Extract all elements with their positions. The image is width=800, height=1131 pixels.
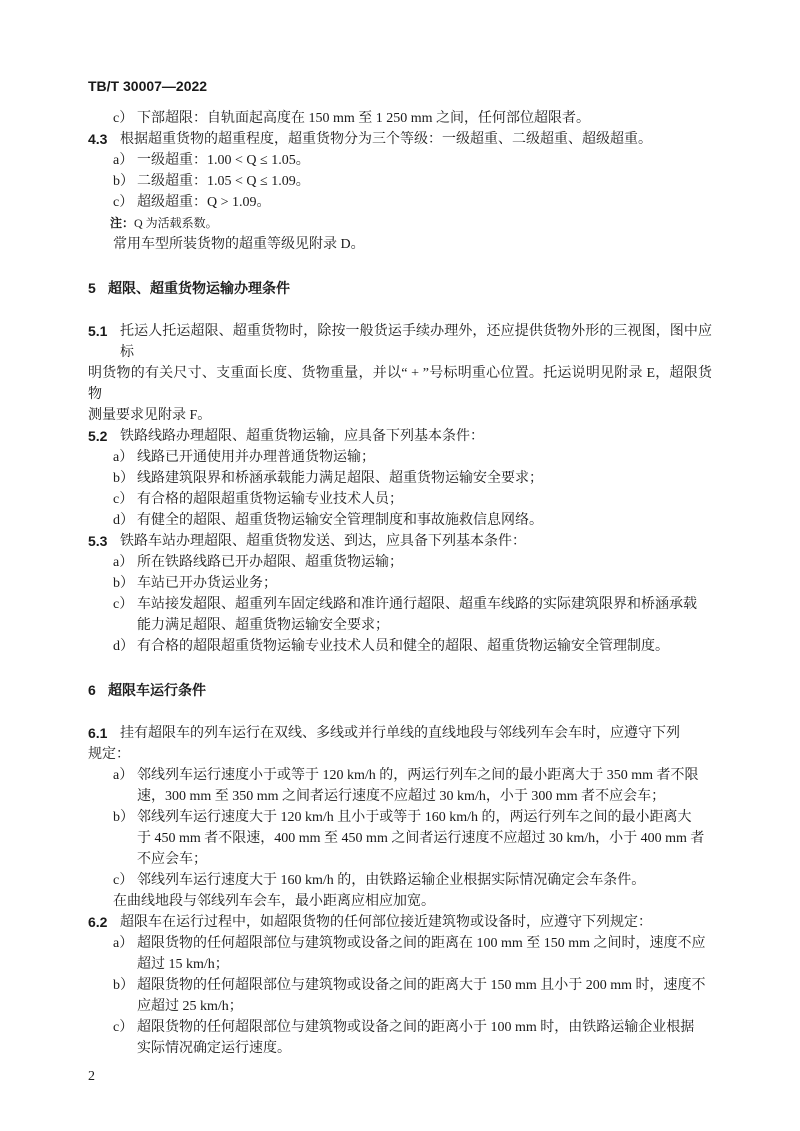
item-text: 邻线列车运行速度小于或等于 120 km/h 的，两运行列车之间的最小距离大于 350 mm 者不限 bbox=[137, 768, 699, 783]
item-text: 能力满足超限、超重货物运输安全要求； bbox=[137, 618, 389, 633]
clause-text: 超限车在运行过程中，如超限货物的任何部位接近建筑物或设备时，应遵守下列规定： bbox=[120, 915, 652, 930]
item-label: a） bbox=[113, 450, 134, 465]
item-label: c） bbox=[113, 873, 134, 888]
item-text: 一级超重：1.00 < Q ≤ 1.05。 bbox=[137, 153, 310, 168]
section-number: 5 bbox=[88, 280, 96, 296]
clause-text: 规定： bbox=[88, 747, 130, 762]
clause-number: 4.3 bbox=[88, 131, 108, 147]
item-text: 车站已开办货运业务； bbox=[137, 576, 277, 591]
clause-text: 测量要求见附录 F。 bbox=[88, 408, 212, 423]
item-text: 超限货物的任何超限部位与建筑物或设备之间的距离小于 100 mm 时，由铁路运输企业根据 bbox=[137, 1020, 695, 1035]
list-item bbox=[88, 636, 712, 657]
section-title: 超限、超重货物运输办理条件 bbox=[108, 280, 290, 296]
clause-text: 明货物的有关尺寸、支重面长度、货物重量，并以“ + ”号标明重心位置。托运说明见附录 E，超限货物 bbox=[88, 366, 712, 402]
clause-number: 6.2 bbox=[88, 914, 108, 930]
item-text: 邻线列车运行速度大于 120 km/h 且小于或等于 160 km/h 的，两运行列车之间的最小距离大 bbox=[137, 810, 692, 825]
item-label: a） bbox=[113, 936, 134, 951]
section-title: 超限车运行条件 bbox=[108, 682, 206, 698]
clause-text: 挂有超限车的列车运行在双线、多线或并行单线的直线地段与邻线列车会车时，应遵守下列 bbox=[120, 726, 680, 741]
item-text: 超过 15 km/h； bbox=[137, 957, 229, 972]
item-label: a） bbox=[113, 555, 134, 570]
item-text: 超限货物的任何超限部位与建筑物或设备之间的距离大于 150 mm 且小于 200 mm 时，速度不 bbox=[137, 978, 706, 993]
item-text: 有合格的超限超重货物运输专业技术人员和健全的超限、超重货物运输安全管理制度。 bbox=[137, 639, 669, 654]
item-label: c） bbox=[113, 111, 134, 126]
clause-text: 托运人托运超限、超重货物时，除按一般货运手续办理外，还应提供货物外形的三视图，图中应标 bbox=[120, 324, 712, 360]
list-item bbox=[88, 933, 712, 975]
list-item bbox=[88, 447, 712, 468]
item-text: 邻线列车运行速度大于 160 km/h 的，由铁路运输企业根据实际情况确定会车条件。 bbox=[137, 873, 646, 888]
list-item bbox=[88, 1017, 712, 1059]
list-item bbox=[88, 975, 712, 1017]
list-item bbox=[88, 108, 712, 129]
item-label: b） bbox=[113, 810, 134, 825]
note-text: Q 为活载系数。 bbox=[134, 216, 218, 230]
item-text: 应超过 25 km/h； bbox=[137, 999, 243, 1014]
list-item bbox=[88, 870, 712, 891]
paragraph: 常用车型所装货物的超重等级见附录 D。 bbox=[113, 237, 365, 252]
clause-number: 5.2 bbox=[88, 428, 108, 444]
item-label: b） bbox=[113, 471, 134, 486]
item-text: 实际情况确定运行速度。 bbox=[137, 1041, 291, 1056]
list-item bbox=[88, 171, 712, 192]
clause-5-3 bbox=[88, 531, 712, 552]
section-heading bbox=[88, 680, 712, 701]
list-item bbox=[88, 573, 712, 594]
clause-number: 5.1 bbox=[88, 323, 108, 339]
item-text: 所在铁路线路已开办超限、超重货物运输； bbox=[137, 555, 403, 570]
item-text: 有合格的超限超重货物运输专业技术人员； bbox=[137, 492, 403, 507]
item-text: 下部超限：自轨面起高度在 150 mm 至 1 250 mm 之间，任何部位超限者。 bbox=[137, 111, 591, 126]
list-item bbox=[88, 489, 712, 510]
list-item bbox=[88, 807, 712, 870]
list-item bbox=[88, 765, 712, 807]
section-heading bbox=[88, 278, 712, 299]
item-text: 线路建筑限界和桥涵承载能力满足超限、超重货物运输安全要求； bbox=[137, 471, 543, 486]
item-text: 超限货物的任何超限部位与建筑物或设备之间的距离在 100 mm 至 150 mm 之间时，速度不应 bbox=[137, 936, 706, 951]
item-label: a） bbox=[113, 153, 134, 168]
page-number: 2 bbox=[88, 1069, 95, 1084]
clause-number: 5.3 bbox=[88, 533, 108, 549]
paragraph: 在曲线地段与邻线列车会车，最小距离应相应加宽。 bbox=[113, 894, 435, 909]
item-label: c） bbox=[113, 597, 134, 612]
clause-text: 根据超重货物的超重程度，超重货物分为三个等级：一级超重、二级超重、超级超重。 bbox=[120, 132, 652, 147]
item-label: c） bbox=[113, 1020, 134, 1035]
item-text: 超级超重：Q > 1.09。 bbox=[137, 195, 271, 210]
clause-6-2 bbox=[88, 912, 712, 933]
list-item bbox=[88, 552, 712, 573]
item-label: a） bbox=[113, 768, 134, 783]
item-label: c） bbox=[113, 492, 134, 507]
item-text: 于 450 mm 者不限速，400 mm 至 450 mm 之间者运行速度不应超过 30 km/h，小于 400 mm 者 bbox=[137, 831, 705, 846]
item-label: b） bbox=[113, 174, 134, 189]
list-item bbox=[88, 468, 712, 489]
list-item bbox=[88, 150, 712, 171]
clause-5-2 bbox=[88, 426, 712, 447]
item-text: 二级超重：1.05 < Q ≤ 1.09。 bbox=[137, 174, 310, 189]
list-item bbox=[88, 594, 712, 636]
clause-text: 铁路线路办理超限、超重货物运输，应具备下列基本条件： bbox=[120, 429, 484, 444]
item-label: b） bbox=[113, 978, 134, 993]
document-header: TB/T 30007—2022 bbox=[88, 78, 208, 94]
item-label: d） bbox=[113, 639, 134, 654]
clause-5-1 bbox=[88, 321, 712, 426]
note bbox=[88, 213, 712, 234]
note-label: 注： bbox=[110, 216, 135, 230]
list-item bbox=[88, 192, 712, 213]
clause-number: 6.1 bbox=[88, 725, 108, 741]
item-text: 速，300 mm 至 350 mm 之间者运行速度不应超过 30 km/h，小于 300 mm 者不应会车； bbox=[137, 789, 666, 804]
list-item bbox=[88, 510, 712, 531]
document-page bbox=[88, 76, 712, 1087]
clause-4-3 bbox=[88, 129, 712, 150]
item-label: b） bbox=[113, 576, 134, 591]
item-label: d） bbox=[113, 513, 134, 528]
clause-text: 铁路车站办理超限、超重货物发送、到达，应具备下列基本条件： bbox=[120, 534, 526, 549]
section-number: 6 bbox=[88, 682, 96, 698]
item-text: 线路已开通使用并办理普通货物运输； bbox=[137, 450, 375, 465]
clause-6-1 bbox=[88, 723, 712, 765]
item-text: 不应会车； bbox=[137, 852, 207, 867]
item-label: c） bbox=[113, 195, 134, 210]
item-text: 车站接发超限、超重列车固定线路和准许通行超限、超重车线路的实际建筑限界和桥涵承载 bbox=[137, 597, 697, 612]
item-text: 有健全的超限、超重货物运输安全管理制度和事故施救信息网络。 bbox=[137, 513, 543, 528]
